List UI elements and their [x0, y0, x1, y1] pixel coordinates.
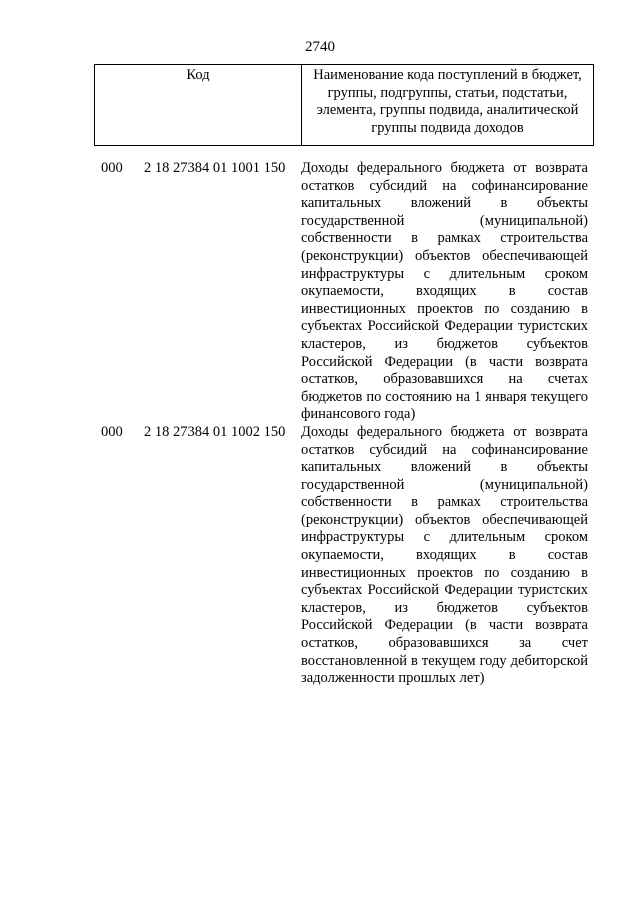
row-prefix: 000	[101, 160, 123, 176]
name-column-header: Наименование кода поступлений в бюджет, группы, подгруппы, статьи, подстатьи, элемента, группы подвида, аналитической группы подвида доходов	[302, 65, 594, 146]
row-code: 2 18 27384 01 1001 150	[144, 160, 286, 176]
code-column-header: Код	[95, 65, 302, 146]
row-code: 2 18 27384 01 1002 150	[144, 423, 286, 440]
code-rows	[0, 160, 640, 688]
page-number: 2740	[305, 39, 335, 55]
row-description: Доходы федерального бюджета от возврата остатков субсидий на софинансирование капитальных вложений в объекты государственной (муниципальной) собственности в рамках строительства (реконструкции) объектов обеспечивающей инфраструктуры с длительным сроком окупаемости, входящих в состав инвестиционных проектов по созданию в субъектах Российской Федерации туристских кластеров, из бюджетов субъектов Российской Федерации (в части возврата остатков, образовавшихся на счетах бюджетов по состоянию на 1 января текущего финансового года)	[301, 160, 588, 423]
table-row	[0, 424, 640, 688]
row-description: Доходы федерального бюджета от возврата остатков субсидий на софинансирование капитальных вложений в объекты государственной (муниципальной) собственности в рамках строительства (реконструкции) объектов обеспечивающей инфраструктуры с длительным сроком окупаемости, входящих в состав инвестиционных проектов по созданию в субъектах Российской Федерации туристских кластеров, из бюджетов субъектов Российской Федерации (в части возврата остатков, образовавшихся за счет восстановленной в текущем году дебиторской задолженности прошлых лет)	[301, 423, 588, 687]
header-table	[94, 64, 594, 146]
row-prefix: 000	[101, 423, 123, 440]
header-row	[95, 65, 594, 146]
table-row	[0, 160, 640, 424]
